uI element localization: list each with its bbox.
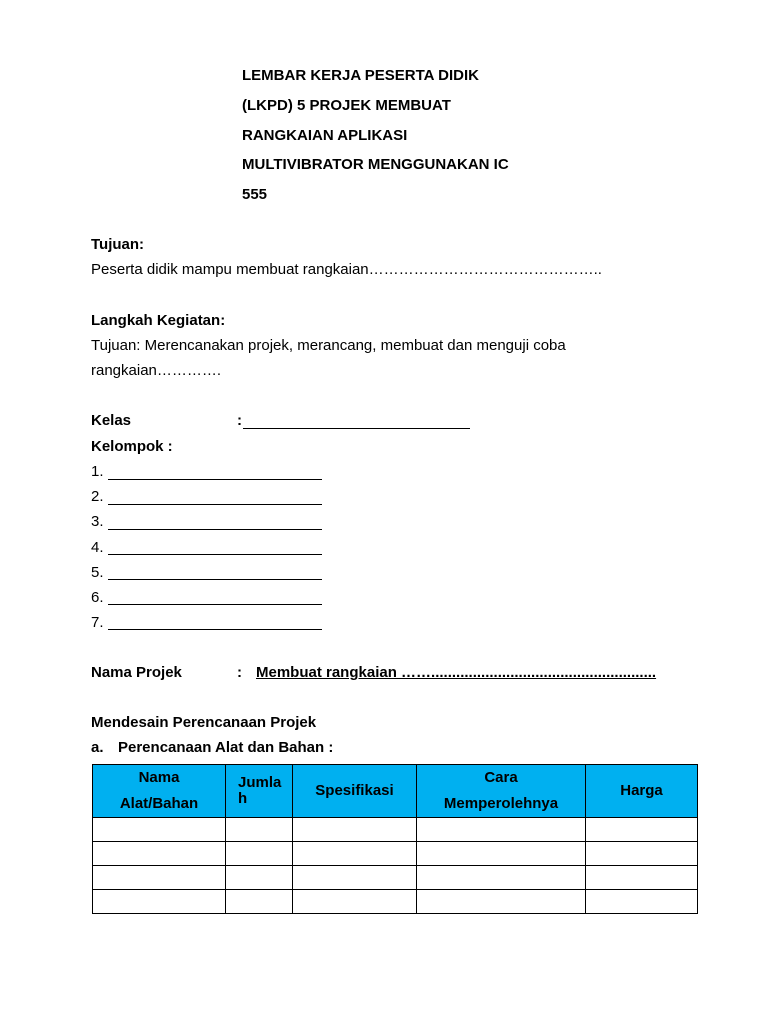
- kelompok-number-3: 3.: [91, 513, 104, 530]
- kelompok-fill-line-2[interactable]: [108, 504, 322, 505]
- header-cara-line-2: Memperolehnya: [443, 795, 559, 812]
- table-cell[interactable]: [586, 866, 698, 890]
- table-cell[interactable]: [293, 866, 417, 890]
- mendesain-heading: Mendesain Perencanaan Projek: [91, 714, 317, 731]
- table-cell[interactable]: [417, 866, 586, 890]
- table-cell[interactable]: [93, 818, 226, 842]
- title-line-1: LEMBAR KERJA PESERTA DIDIK: [242, 67, 479, 84]
- nama-projek-colon: :: [237, 664, 242, 681]
- table-cell[interactable]: [93, 866, 226, 890]
- kelompok-fill-line-7[interactable]: [108, 629, 322, 630]
- kelompok-number-7: 7.: [91, 614, 104, 631]
- title-line-3: RANGKAIAN APLIKASI: [242, 127, 408, 144]
- table-header-row: [93, 765, 698, 818]
- header-spesifikasi: Spesifikasi: [293, 765, 417, 818]
- header-cara-line-1: Cara: [484, 769, 518, 786]
- table-cell[interactable]: [586, 890, 698, 914]
- header-nama-line-2: Alat/Bahan: [119, 795, 199, 812]
- langkah-heading: Langkah Kegiatan:: [91, 312, 226, 329]
- perencanaan-marker: a.: [91, 739, 104, 756]
- header-jumlah-line-1: Jumla: [238, 774, 282, 791]
- table-cell[interactable]: [417, 818, 586, 842]
- table-row: [93, 842, 698, 866]
- table-cell[interactable]: [226, 890, 293, 914]
- table-cell[interactable]: [586, 818, 698, 842]
- langkah-line-1: Tujuan: Merencanakan projek, merancang, membuat dan menguji coba: [91, 337, 566, 354]
- kelompok-number-2: 2.: [91, 488, 104, 505]
- table-cell[interactable]: [293, 818, 417, 842]
- table-cell[interactable]: [93, 842, 226, 866]
- kelompok-fill-line-4[interactable]: [108, 554, 322, 555]
- table-row: [93, 818, 698, 842]
- header-nama-line-1: Nama: [138, 769, 180, 786]
- kelompok-fill-line-1[interactable]: [108, 479, 322, 480]
- kelompok-number-6: 6.: [91, 589, 104, 606]
- kelompok-fill-line-3[interactable]: [108, 529, 322, 530]
- table-row: [93, 866, 698, 890]
- kelas-colon: :: [237, 412, 242, 429]
- table-cell[interactable]: [417, 890, 586, 914]
- table-cell[interactable]: [586, 842, 698, 866]
- table-cell[interactable]: [417, 842, 586, 866]
- table-cell[interactable]: [226, 866, 293, 890]
- nama-projek-value: Membuat rangkaian ……......................................................: [256, 664, 657, 681]
- kelompok-number-4: 4.: [91, 539, 104, 556]
- kelompok-fill-line-5[interactable]: [108, 579, 322, 580]
- title-line-2: (LKPD) 5 PROJEK MEMBUAT: [242, 97, 451, 114]
- nama-projek-label: Nama Projek: [91, 664, 182, 681]
- langkah-line-2: rangkaian………….: [91, 362, 222, 379]
- table-cell[interactable]: [293, 842, 417, 866]
- table-cell[interactable]: [226, 818, 293, 842]
- table-row: [93, 890, 698, 914]
- alat-bahan-table: [92, 764, 698, 914]
- title-line-5: 555: [242, 186, 268, 203]
- header-cara-memperolehnya: [417, 765, 586, 818]
- table-cell[interactable]: [93, 890, 226, 914]
- header-nama-alat-bahan: [93, 765, 226, 818]
- header-jumlah: [226, 765, 293, 818]
- title-line-4: MULTIVIBRATOR MENGGUNAKAN IC: [242, 156, 509, 173]
- header-jumlah-line-2: h: [238, 790, 248, 807]
- header-harga: Harga: [586, 765, 698, 818]
- table-cell[interactable]: [293, 890, 417, 914]
- kelas-fill-line[interactable]: [243, 428, 470, 429]
- kelas-label: Kelas: [91, 412, 132, 429]
- table-cell[interactable]: [226, 842, 293, 866]
- kelompok-number-1: 1.: [91, 463, 104, 480]
- kelompok-number-5: 5.: [91, 564, 104, 581]
- perencanaan-heading: Perencanaan Alat dan Bahan :: [118, 739, 334, 756]
- kelompok-fill-line-6[interactable]: [108, 604, 322, 605]
- kelompok-label: Kelompok :: [91, 438, 173, 455]
- tujuan-text: Peserta didik mampu membuat rangkaian………………………………………..: [91, 261, 602, 278]
- tujuan-heading: Tujuan:: [91, 236, 145, 253]
